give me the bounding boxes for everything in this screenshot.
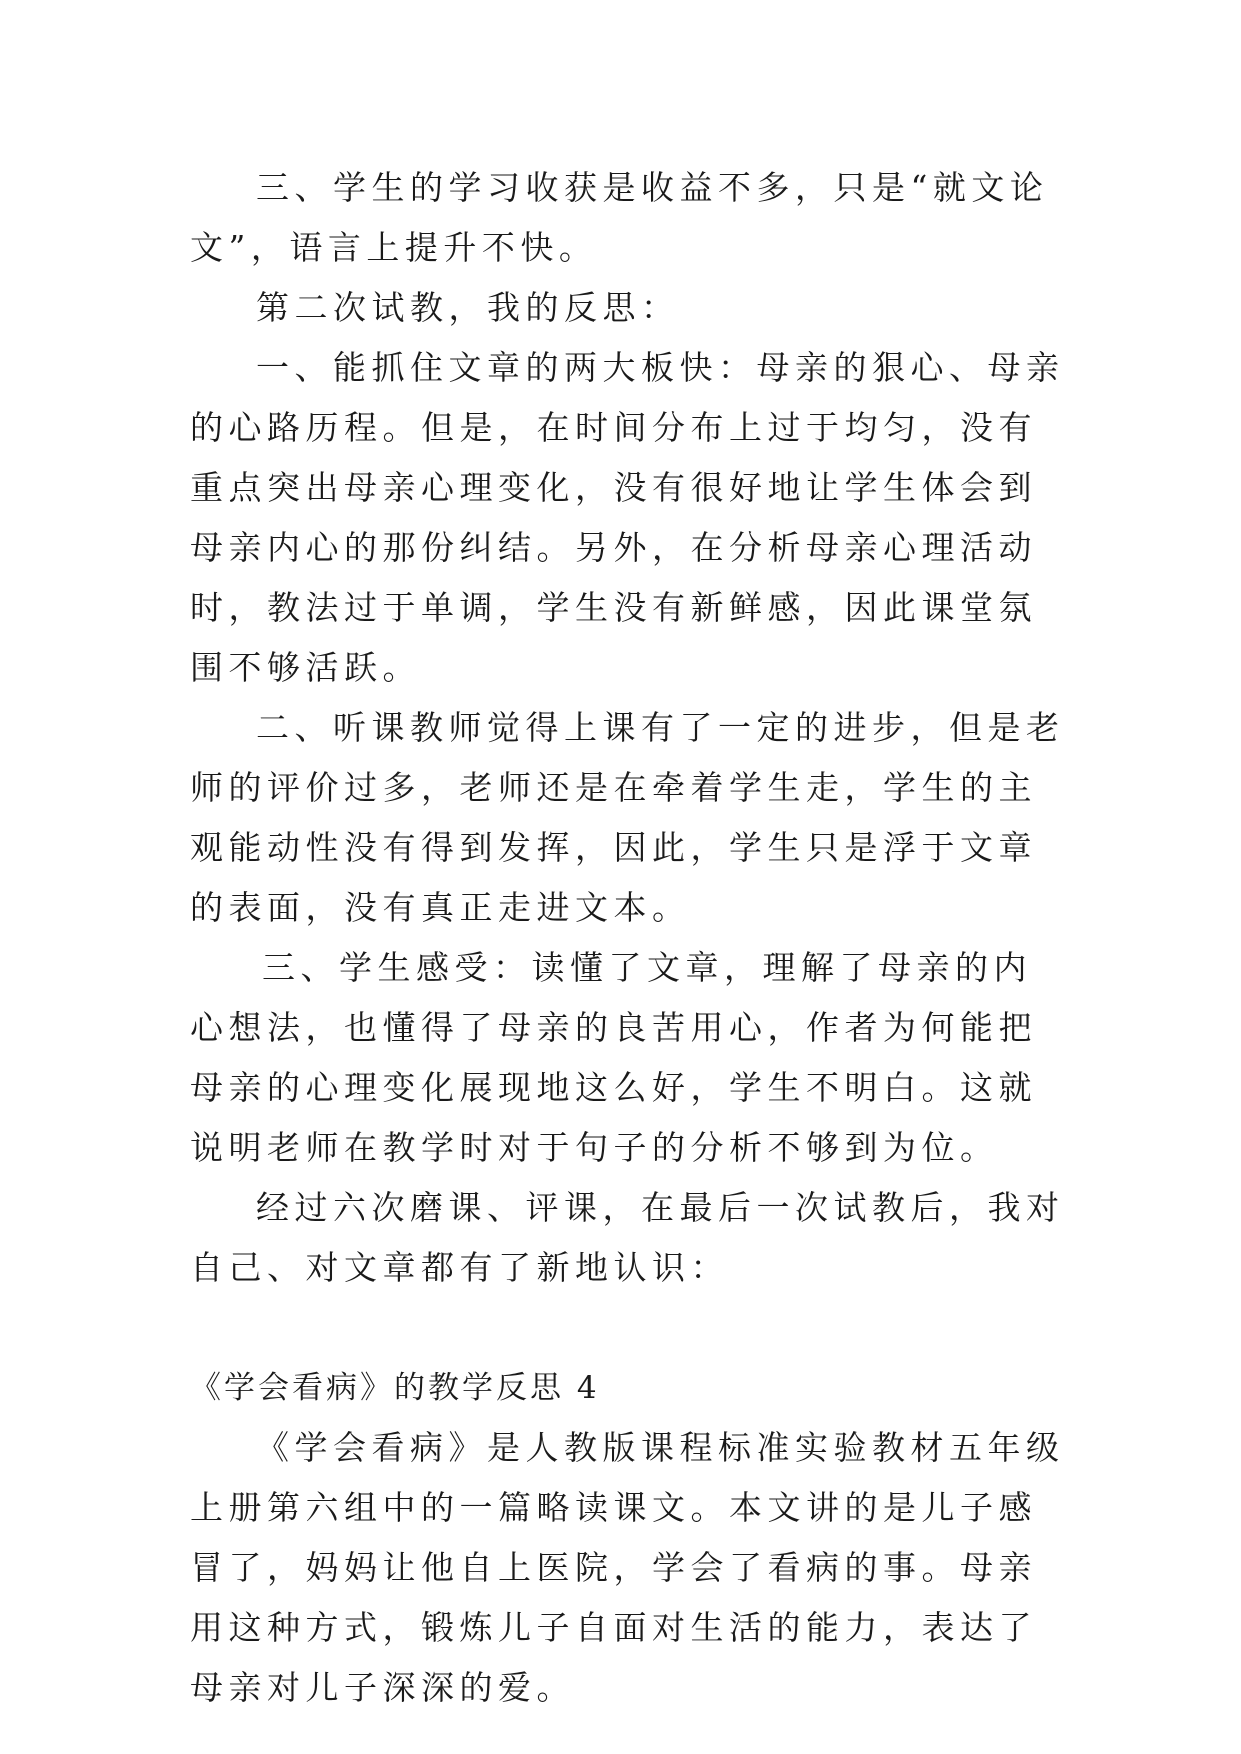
paragraph-learning-gains: 三、学生的学习收获是收益不多，只是“就文论文”，语言上提升不快。: [190, 168, 1049, 267]
paragraph-conclusion: 经过六次磨课、评课，在最后一次试教后，我对自己、对文章都有了新地认识：: [190, 1188, 1065, 1287]
paragraph-second-trial-title: 第二次试教，我的反思：: [256, 288, 680, 327]
paragraph-lesson-intro: 《学会看病》是人教版课程标准实验教材五年级上册第六组中的一篇略读课文。本文讲的是儿子感冒了，妈妈让他自上医院，学会了看病的事。母亲用这种方式，锻炼儿子自面对生活的能力，表达了母亲对儿子深深的爱。: [190, 1428, 1065, 1707]
document-page: [190, 158, 1070, 1718]
paragraph-reflection-three: 三、学生感受：读懂了文章，理解了母亲的内心想法，也懂得了母亲的良苦用心，作者为何能把母亲的心理变化展现地这么好，学生不明白。这就说明老师在教学时对于句子的分析不够到为位。: [190, 948, 1037, 1167]
section-heading: 《学会看病》的教学反思 4: [190, 1370, 600, 1406]
paragraph-reflection-two: 二、听课教师觉得上课有了一定的进步，但是老师的评价过多，老师还是在牵着学生走，学生的主观能动性没有得到发挥，因此，学生只是浮于文章的表面，没有真正走进文本。: [190, 708, 1065, 927]
section-gap: [190, 1298, 1070, 1358]
paragraph-reflection-one: 一、能抓住文章的两大板快：母亲的狠心、母亲的心路历程。但是，在时间分布上过于均匀，没有重点突出母亲心理变化，没有很好地让学生体会到母亲内心的那份纠结。另外，在分析母亲心理活动时，教法过于单调，学生没有新鲜感，因此课堂氛围不够活跃。: [190, 348, 1065, 687]
